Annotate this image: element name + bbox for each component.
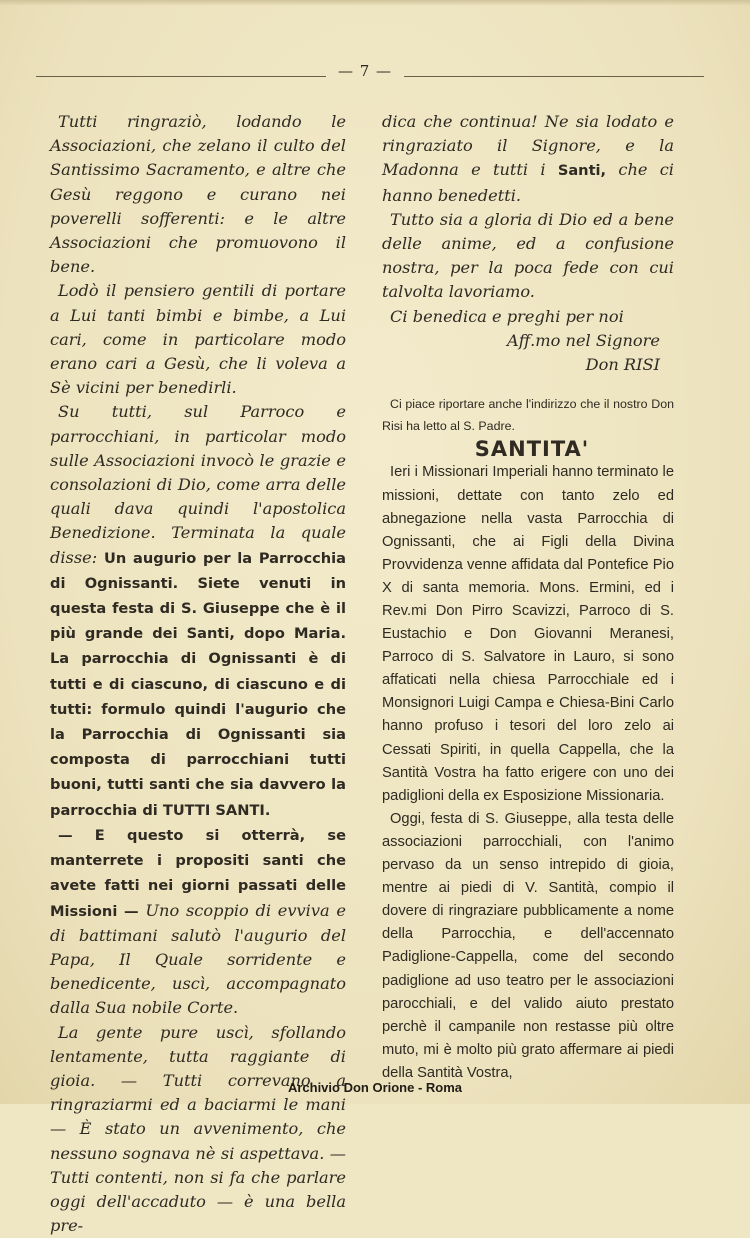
- signature-line-1: Aff.mo nel Signore: [507, 330, 660, 350]
- left-paragraph-3: [50, 400, 346, 822]
- section-title: SANTITA': [474, 437, 590, 462]
- left-paragraph-1: Tutti ringraziò, lodando le Associazioni, che zelano il culto del Santissimo Sacramento, e altre che Gesù reggono e curano nei poverelli sofferenti: e le altre Associazioni che promuovono il bene.: [50, 112, 346, 277]
- right-paragraph-1-b: che ci hanno benedetti.: [382, 160, 674, 205]
- left-paragraph-3-italic: Su tutti, sul Parroco e parrocchiani, in particolar modo sulle Associazioni invocò le grazie e consolazioni di Dio, come arra delle quali dava quindi l'apostolica Benedizione. Terminata la quale disse:: [50, 402, 346, 567]
- right-paragraph-1-bold: Santi,: [557, 162, 607, 180]
- right-paragraph-4: Ieri i Missionari Imperiali hanno terminato le missioni, dettate con tanto zelo ed abnegazione nella vasta Parrocchia di Ognissanti, che ai Figli della Divina Provvidenza venne affidata dal Pontefice Pio X di santa memoria. Mons. Ermini, ed i Rev.mi Don Pirro Scavizzi, Parroco di S. Eustachio e Don Giovanni Meranesi, Parroco di S. Salvatore in Lauro, si sono affaticati nella chiesa Parrocchiale ed i Monsignori Luigi Campa e Chiesa-Bini Carlo hanno profuso i tesori del loro zelo ai Cessati Spiriti, in quella Cappella, che la Santità Vostra ha fatto erigere con uno dei padiglioni della ex Esposizione Missionaria.: [382, 464, 674, 804]
- editorial-note: Ci piace riportare anche l'indirizzo che il nostro Don Risi ha letto al S. Padre.: [382, 397, 674, 434]
- left-paragraph-5: La gente pure uscì, sfollando lentamente, tutta raggiante di gioia. — Tutti correvano a ringraziarmi ed a baciarmi le mani — È stato un avvenimento, che nessuno sognava nè si aspettava. — Tutti contenti, non si fa che parlare oggi dell'accaduto — è una bella pre-: [50, 1022, 346, 1236]
- page-number: — 7 —: [337, 62, 393, 80]
- signature-line-2: Don RISI: [585, 355, 660, 375]
- archive-footer: Archivio Don Orione - Roma: [287, 1080, 463, 1095]
- left-paragraph-3-bold: Un augurio per la Parrocchia di Ognissanti. Siete venuti in questa festa di S. Giuseppe che è il più grande dei Santi, dopo Maria. La parrocchia di Ognissanti è di tutti e di ciascuno, di ciascuno e di tutti: formulo quindi l'augurio che la Parrocchia di Ognissanti sia composta di parrocchiani tutti buoni, tutti santi che sia davvero la parrocchia di TUTTI SANTI.: [50, 549, 346, 819]
- header-rule-right: [404, 76, 704, 77]
- right-paragraph-5: Oggi, festa di S. Giuseppe, alla testa delle associazioni parrocchiali, con l'animo pervaso da un senso intrepido di gioia, mentre ai piedi di V. Santità, compio il dovere di ringraziare pubblicamente a nome della Parrocchia, e dell'accennato Padiglione-Cappella, come del secondo padiglione ad uso teatro per le associazioni parocchiali, e del valido aiuto prestato perchè il campanile non restasse più oltre muto, mi è molto più grato affermare ai piedi della Santità Vostra,: [382, 810, 674, 1081]
- right-paragraph-1: [382, 110, 674, 208]
- left-paragraph-4: [50, 823, 346, 1021]
- left-paragraph-4-bold: — E questo si otterrà, se manterrete i propositi santi che avete fatti nei giorni passati delle Missioni —: [50, 826, 346, 920]
- page-top-edge: [0, 0, 750, 6]
- right-paragraph-1-a: dica che continua! Ne sia lodato e ringraziato il Signore, e la Madonna e tutti i: [382, 112, 674, 180]
- header-rule-left: [36, 76, 326, 77]
- right-paragraph-2: Tutto sia a gloria di Dio ed a bene delle anime, ed a confusione nostra, per la poca fede con cui talvolta lavoriamo.: [382, 209, 674, 302]
- right-paragraph-3: Ci benedica e preghi per noi: [390, 306, 624, 326]
- left-column: [50, 110, 346, 1238]
- right-column: [382, 110, 674, 1085]
- left-paragraph-2: Lodò il pensiero gentili di portare a Lui tanti bimbi e bimbe, a Lui cari, come in particolare modo erano cari a Gesù, che li voleva a Sè vicini per benedirli.: [50, 281, 346, 398]
- left-paragraph-4-italic: Uno scoppio di evviva e di battimani salutò l'augurio del Papa, Il Quale sorridente e benedicente, uscì, accompagnato dalla Sua nobile Corte.: [50, 900, 346, 1018]
